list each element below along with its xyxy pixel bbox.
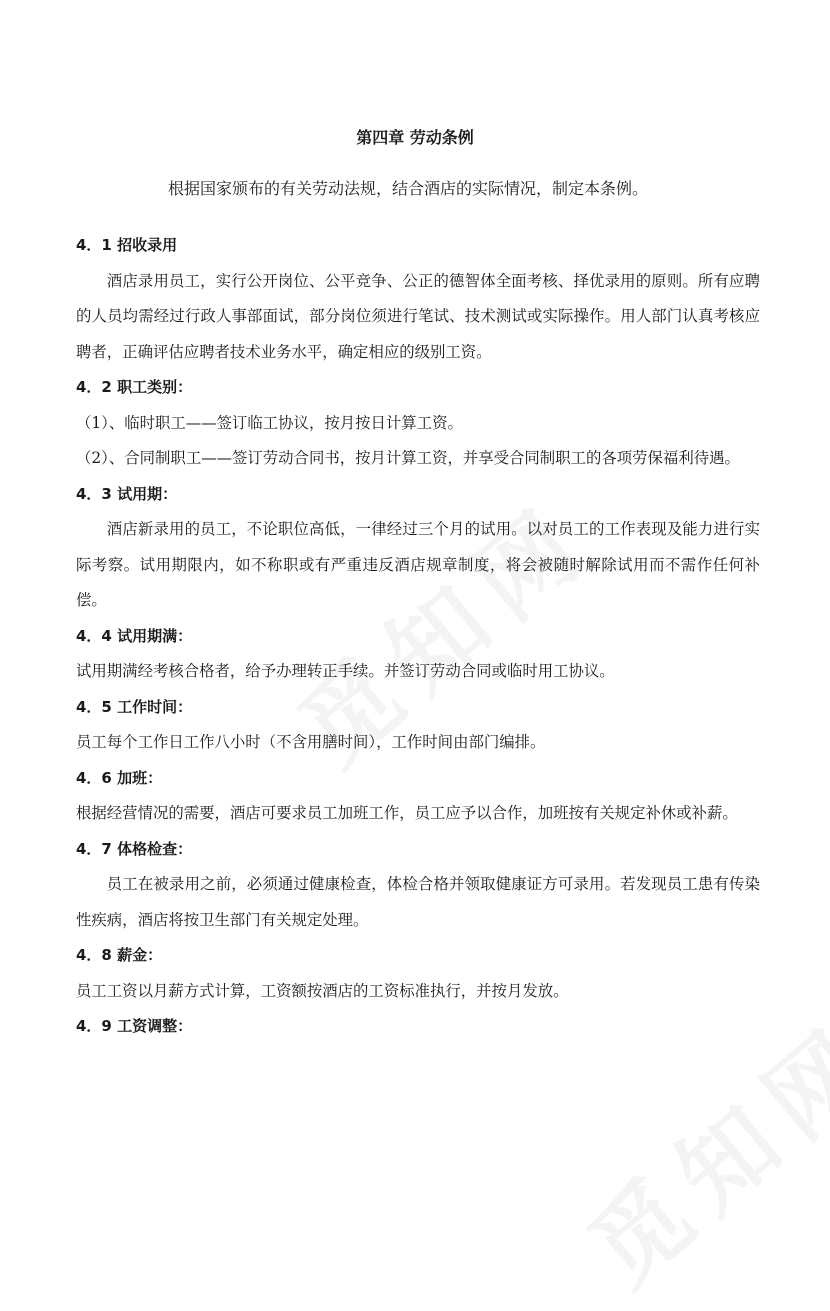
section-paragraph: 酒店录用员工，实行公开岗位、公平竞争、公正的德智体全面考核、择优录用的原则。所有应聘的人员均需经过行政人事部面试，部分岗位须进行笔试、技术测试或实际操作。用人部门认真考核应聘者，正确评估应聘者技术业务水平，确定相应的级别工资。: [76, 271, 760, 361]
section-heading: 4．7 体格检查：: [76, 839, 193, 858]
section-4-5: [76, 690, 760, 761]
section-heading: 4．5 工作时间：: [76, 697, 193, 716]
section-heading: 4．3 试用期：: [76, 484, 178, 503]
section-paragraph: 员工每个工作日工作八小时（不含用膳时间），工作时间由部门编排。: [76, 733, 546, 751]
section-paragraph: 酒店新录用的员工，不论职位高低，一律经过三个月的试用。以对员工的工作表现及能力进行实际考察。试用期限内，如不称职或有严重违反酒店规章制度，将会被随时解除试用而不需作任何补偿。: [76, 520, 760, 609]
section-heading: 4．9 工资调整：: [76, 1017, 193, 1035]
list-item: （1）、临时职工——签订临工协议，按月按日计算工资。: [76, 413, 463, 432]
section-4-1: [76, 228, 760, 370]
section-4-4: [76, 619, 760, 690]
section-heading: 4．6 加班：: [76, 768, 163, 787]
section-4-2: [76, 370, 760, 477]
section-4-7: [76, 832, 760, 939]
section-paragraph: 员工工资以月薪方式计算，工资额按酒店的工资标准执行，并按月发放。: [76, 981, 569, 1000]
list-item: （2）、合同制职工——签订劳动合同书，按月计算工资，并享受合同制职工的各项劳保福利待遇。: [76, 449, 740, 467]
section-4-6: [76, 761, 760, 832]
section-4-8: [76, 938, 760, 1009]
section-heading: 4．1 招收录用: [76, 236, 178, 254]
section-paragraph: 员工在被录用之前，必须通过健康检查，体检合格并领取健康证方可录用。若发现员工患有传染性疾病，酒店将按卫生部门有关规定处理。: [76, 875, 760, 929]
section-paragraph: 试用期满经考核合格者，给予办理转正手续。并签订劳动合同或临时用工协议。: [76, 662, 615, 680]
chapter-intro: 根据国家颁布的有关劳动法规，结合酒店的实际情况，制定本条例。: [168, 179, 649, 198]
section-paragraph: 根据经营情况的需要，酒店可要求员工加班工作，员工应予以合作，加班按有关规定补休或补薪。: [76, 804, 738, 822]
section-heading: 4．2 职工类别：: [76, 378, 193, 396]
section-4-3: [76, 477, 760, 619]
section-heading: 4．8 薪金：: [76, 946, 163, 964]
section-4-9: [76, 1009, 760, 1045]
document-body: [76, 228, 760, 1045]
section-heading: 4．4 试用期满：: [76, 626, 193, 645]
chapter-title: 第四章 劳动条例: [356, 128, 474, 147]
